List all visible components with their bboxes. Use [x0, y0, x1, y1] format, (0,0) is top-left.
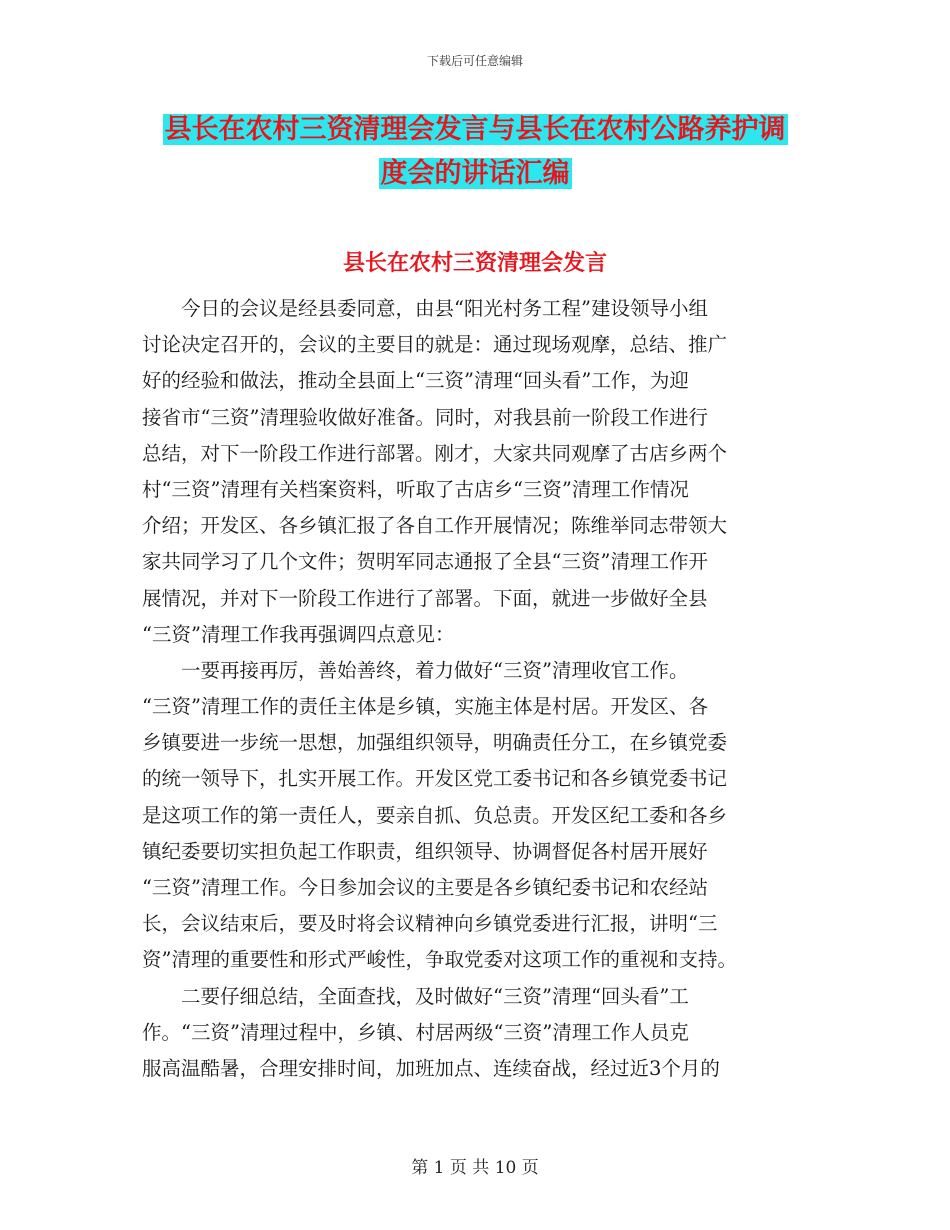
body-line: 村“三资”清理有关档案资料，听取了古店乡“三资”清理工作情况 — [142, 477, 689, 501]
body-line: “三资”清理工作。今日参加会议的主要是各乡镇纪委书记和农经站 — [142, 876, 708, 899]
document-title-text-1: 县长在农村三资清理会发言与县长在农村公路养护调 — [164, 114, 786, 145]
body-line: “三资”清理工作我再强调四点意见： — [142, 622, 455, 646]
section-title: 县长在农村三资清理会发言 — [342, 251, 607, 276]
body-line: 镇纪委要切实担负起工作职责，组织领导、协调督促各村居开展好 — [142, 839, 708, 863]
body-line: 资”清理的重要性和形式严峻性，争取党委对这项工作的重视和支持。 — [142, 948, 737, 972]
body-line: 二要仔细总结，全面查找，及时做好“三资”清理“回头看”工 — [142, 984, 689, 1008]
body-line: 今日的会议是经县委同意，由县“阳光村务工程”建设领导小组 — [142, 297, 708, 320]
body-line: 作。“三资”清理过程中，乡镇、村居两级“三资”清理工作人员克 — [142, 1020, 689, 1044]
document-title-line-1 — [0, 112, 950, 148]
body-line: 讨论决定召开的，会议的主要目的就是：通过现场观摩，总结、推广 — [142, 333, 728, 357]
body-line: 好的经验和做法，推动全县面上“三资”清理“回头看”工作，为迎 — [142, 369, 689, 393]
body-line: 展情况，并对下一阶段工作进行了部署。下面，就进一步做好全县 — [142, 586, 708, 610]
body-line: 服高温酷暑，合理安排时间，加班加点、连续奋战，经过近3个月的 — [142, 1056, 720, 1080]
body-line: 乡镇要进一步统一思想，加强组织领导，明确责任分工，在乡镇党委 — [142, 731, 728, 755]
body-line: 总结，对下一阶段工作进行部署。刚才，大家共同观摩了古店乡两个 — [142, 441, 728, 465]
body-line: 家共同学习了几个文件；贺明军同志通报了全县“三资”清理工作开 — [142, 550, 708, 574]
body-line: 长，会议结束后，要及时将会议精神向乡镇党委进行汇报，讲明“三 — [142, 912, 718, 936]
body-line: 接省市“三资”清理验收做好准备。同时，对我县前一阶段工作进行 — [142, 405, 708, 429]
document-title-text-2: 度会的讲话汇编 — [380, 158, 570, 189]
body-text — [142, 291, 810, 1087]
body-line: 介绍；开发区、各乡镇汇报了各自工作开展情况；陈维举同志带领大 — [142, 514, 728, 538]
body-line: “三资”清理工作的责任主体是乡镇，实施主体是村居。开发区、各 — [142, 695, 708, 719]
header-note: 下载后可任意编辑 — [426, 54, 523, 68]
body-line: 一要再接再厉，善始善终，着力做好“三资”清理收官工作。 — [142, 658, 689, 682]
body-line: 的统一领导下，扎实开展工作。开发区党工委书记和各乡镇党委书记 — [142, 767, 728, 791]
body-line: 是这项工作的第一责任人，要亲自抓、负总责。开发区纪工委和各乡 — [142, 803, 728, 827]
page-footer: 第 1 页 共 10 页 — [411, 1158, 539, 1178]
document-title-line-2 — [0, 156, 950, 192]
